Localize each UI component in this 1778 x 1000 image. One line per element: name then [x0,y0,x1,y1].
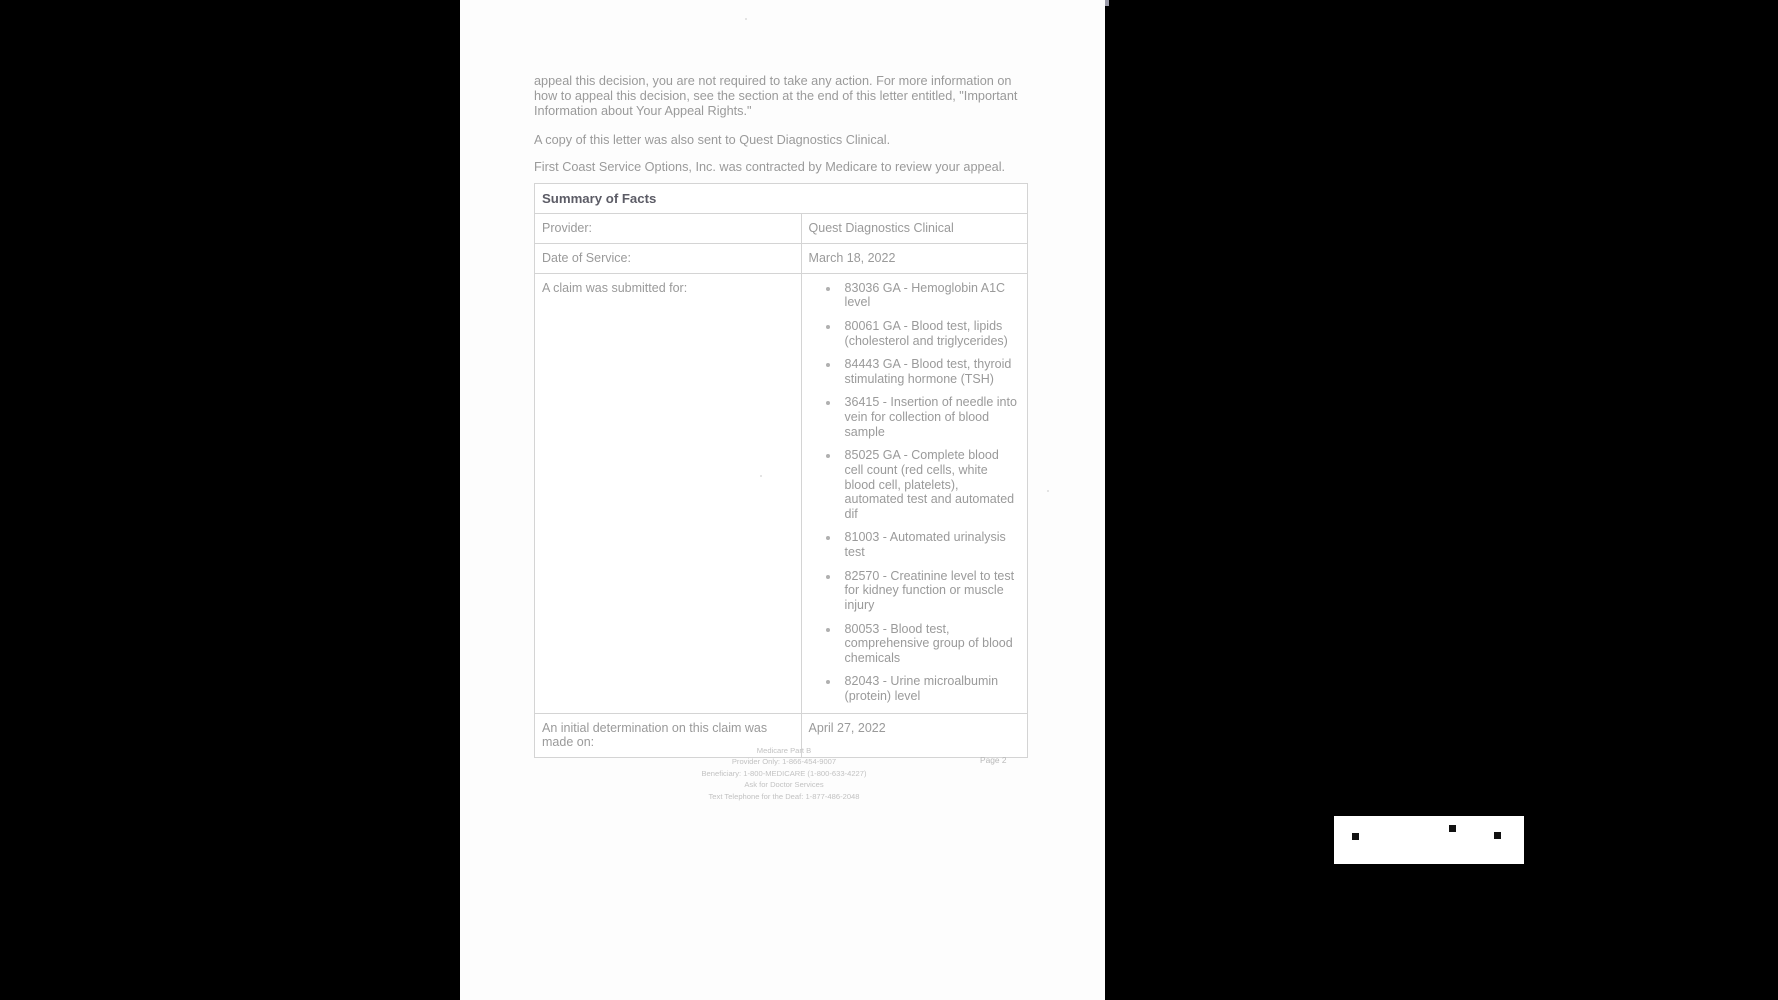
overlay-dot-icon [1352,833,1359,840]
list-item: 80061 GA - Blood test, lipids (cholesterol and triglycerides) [823,319,1020,348]
footer-line: Beneficiary: 1-800-MEDICARE (1-800-633-4227) [701,768,867,778]
document-page [460,0,1105,1000]
footer-line: Provider Only: 1-866-454-9007 [731,757,837,767]
initial-determination-value: April 27, 2022 [801,713,1027,757]
overlay-dot-icon [1494,832,1501,839]
list-item: 82043 - Urine microalbumin (protein) level [823,674,1020,703]
list-item: 80053 - Blood test, comprehensive group of blood chemicals [823,622,1020,666]
scan-speck [745,18,747,20]
page-number: Page 2 [980,755,1007,765]
paragraph-contractor: First Coast Service Options, Inc. was contracted by Medicare to review your appeal. [534,160,1006,175]
claim-codes-list [809,281,1020,704]
date-of-service-value: March 18, 2022 [801,244,1027,274]
footer-line: Medicare Part B [756,746,812,755]
overlay-dot-icon [1449,825,1456,832]
list-item: 85025 GA - Complete blood cell count (red cells, white blood cell, platelets), automated test and automated dif [823,448,1020,521]
table-row-claims [535,273,1028,713]
footer-line: Ask for Doctor Services [744,780,824,790]
paragraph-copy-sent: A copy of this letter was also sent to Quest Diagnostics Clinical. [534,132,891,147]
provider-value: Quest Diagnostics Clinical [801,214,1027,244]
overlay-panel[interactable] [1334,816,1524,864]
table-row [535,244,1028,274]
list-item: 81003 - Automated urinalysis test [823,530,1020,559]
document-text-block [534,74,1034,188]
list-item: 84443 GA - Blood test, thyroid stimulating hormone (TSH) [823,357,1020,386]
initial-determination-label: An initial determination on this claim was made on: [535,713,802,757]
table-title: Summary of Facts [535,184,1028,214]
table-row-header [535,184,1028,214]
claim-submitted-list-cell [801,273,1027,713]
table-row [535,214,1028,244]
page-footer [534,745,1034,802]
date-of-service-label: Date of Service: [535,244,802,274]
scan-speck [1047,490,1049,492]
list-item: 82570 - Creatinine level to test for kidney function or muscle injury [823,569,1020,613]
provider-label: Provider: [535,214,802,244]
scan-speck [760,475,762,477]
claim-submitted-label: A claim was submitted for: [535,273,802,713]
list-item: 83036 GA - Hemoglobin A1C level [823,281,1020,310]
list-item: 36415 - Insertion of needle into vein for collection of blood sample [823,395,1020,439]
summary-of-facts-table [534,183,1028,758]
paragraph-appeal-info: appeal this decision, you are not required to take any action. For more information on how to appeal this decision, see the section at the end of this letter entitled, "Important Information about Your Appeal Rights." [534,74,1018,118]
footer-line: Text Telephone for the Deaf: 1-877-486-2048 [708,791,860,801]
